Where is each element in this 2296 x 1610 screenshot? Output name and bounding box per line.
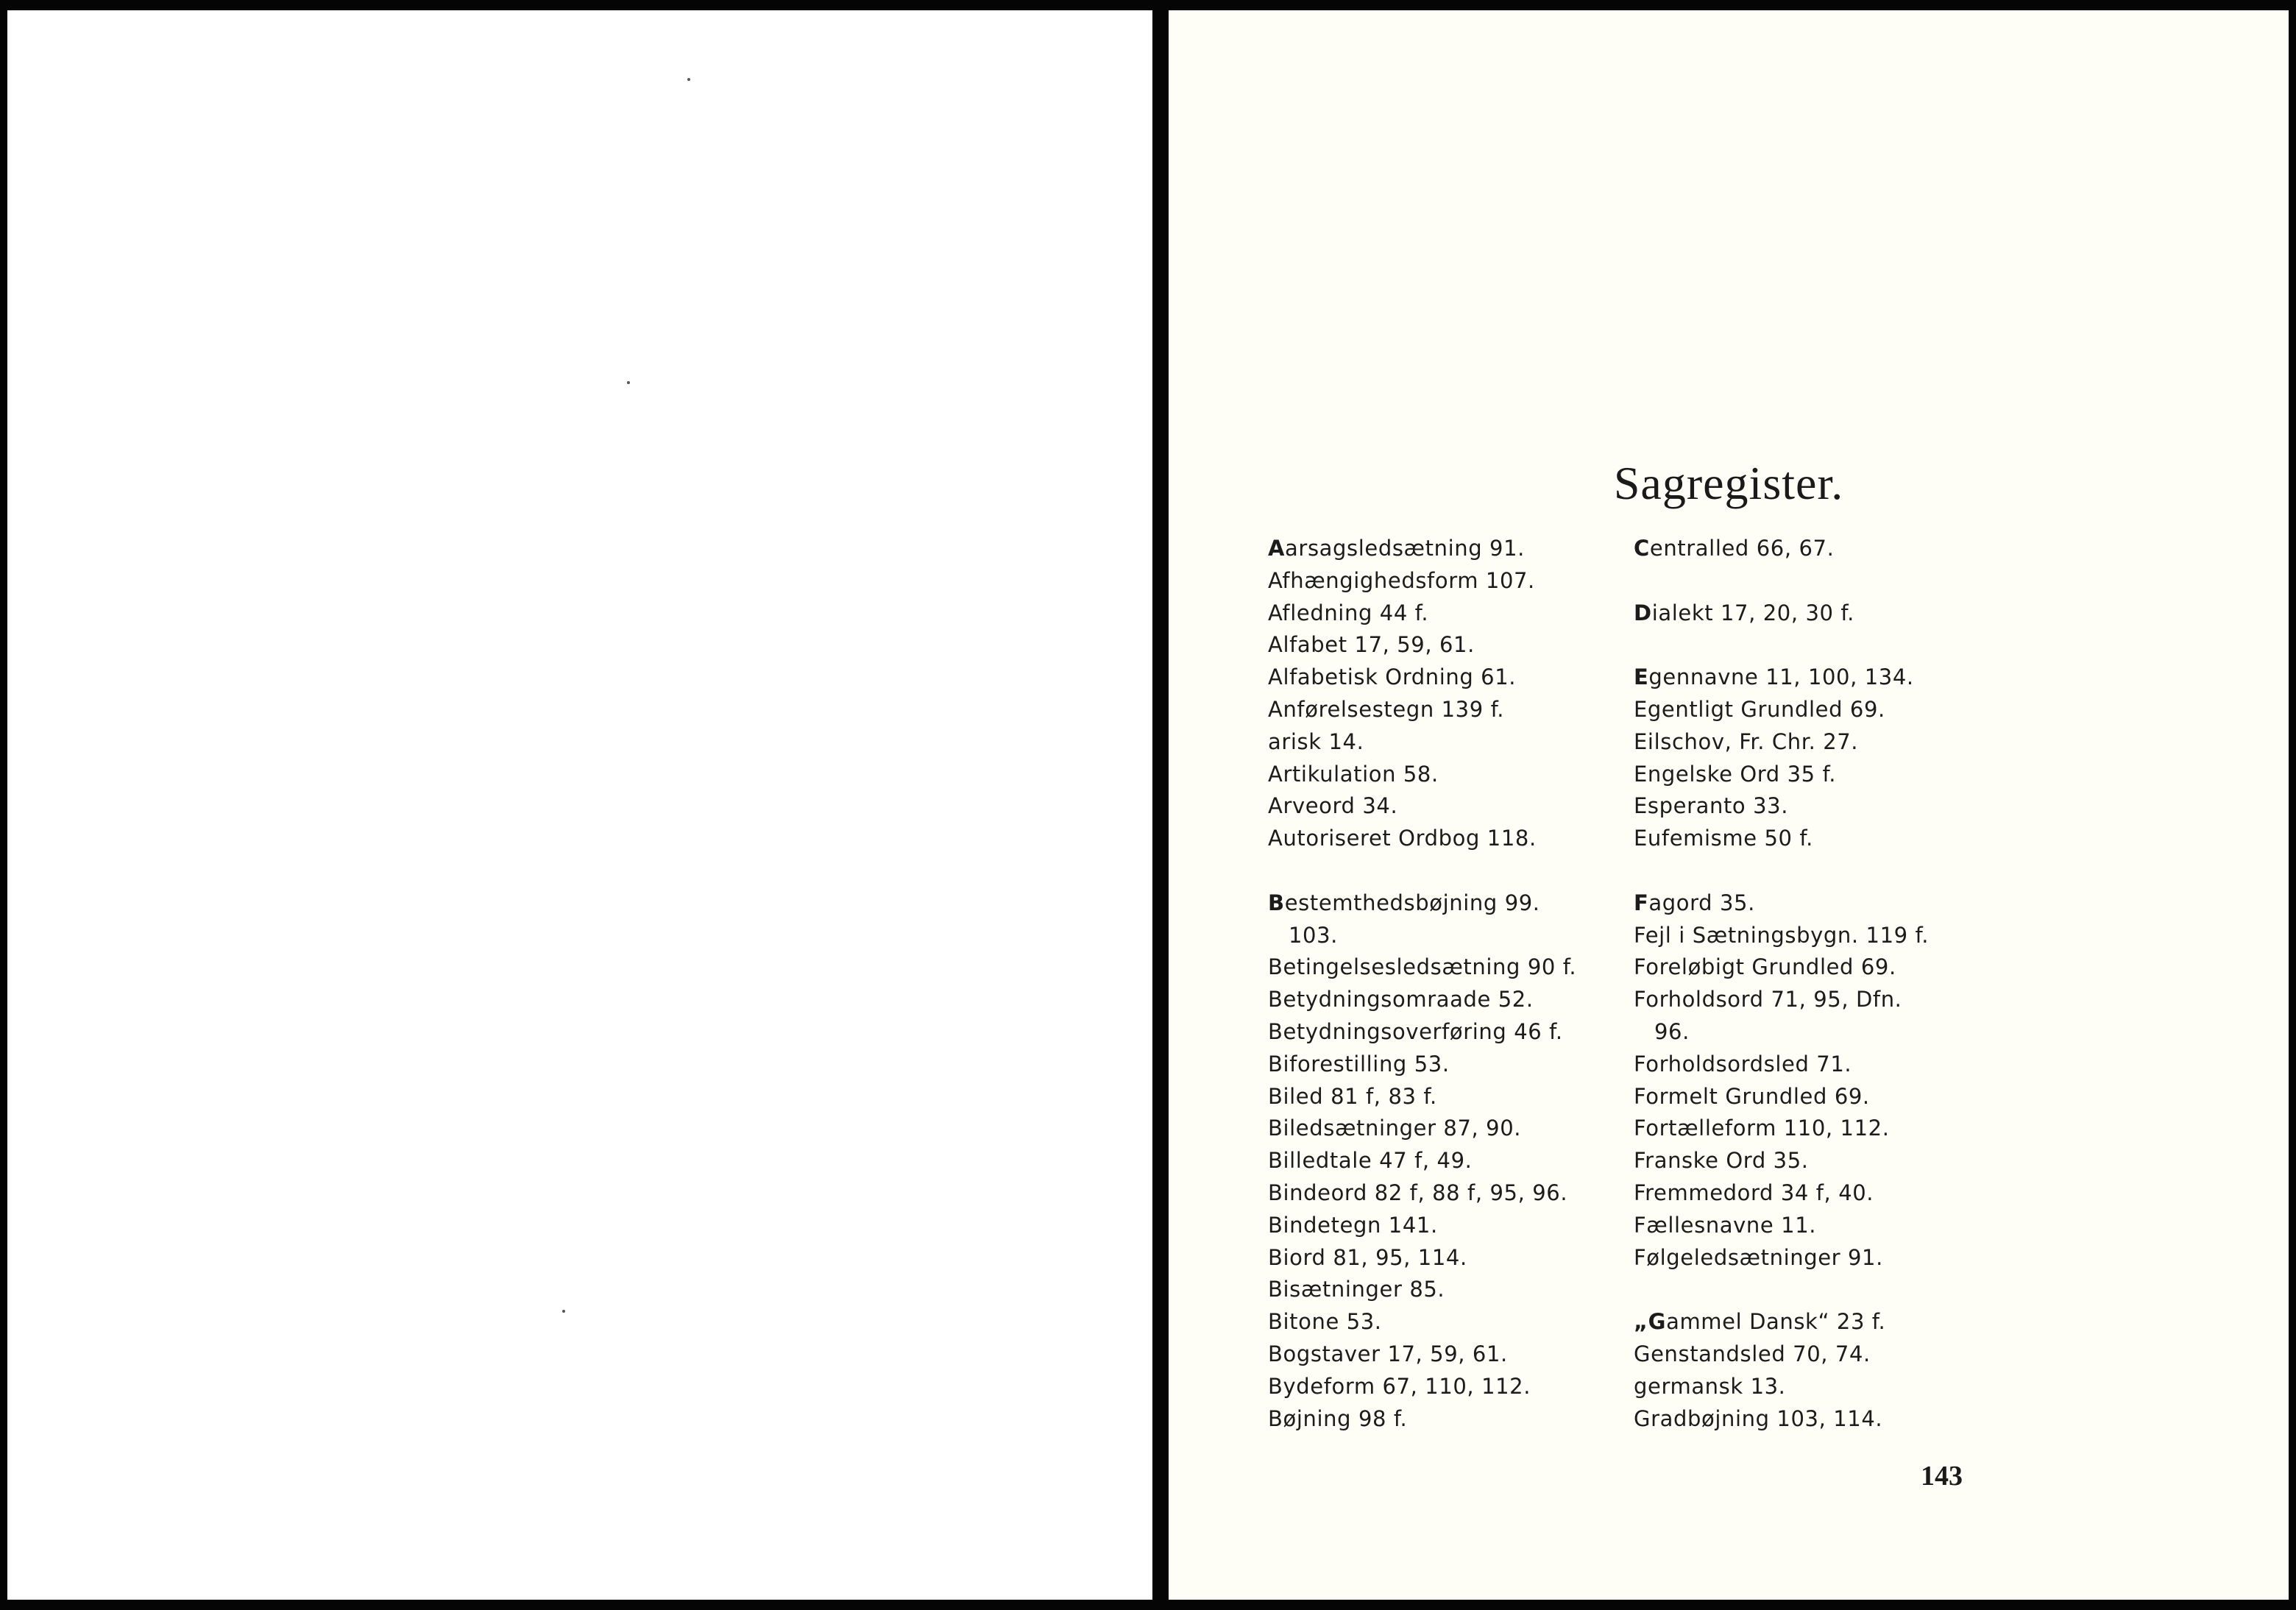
index-entry-text: Betingelsesledsætning 90 f. [1268, 954, 1577, 980]
index-entry-text: Gradbøjning 103, 114. [1634, 1405, 1883, 1431]
index-entry-text: Esperanto 33. [1634, 793, 1789, 819]
index-entry [1634, 1338, 2016, 1371]
index-entry-text: Fejl i Sætningsbygn. 119 f. [1634, 922, 1930, 948]
index-entry [1634, 1242, 2016, 1274]
index-entry [1634, 759, 2016, 791]
index-entry-text: Genstandsled 70, 74. [1634, 1341, 1871, 1366]
page-title: Sagregister. [1613, 457, 1844, 509]
index-entry [1268, 823, 1636, 855]
index-entry-text: Betydningsoverføring 46 f. [1268, 1018, 1563, 1044]
index-column-right [1634, 533, 2016, 1435]
index-entry-text: Engelske Ord 35 f. [1634, 761, 1837, 787]
index-letter-initial: B [1268, 890, 1285, 915]
index-entry [1634, 1049, 2016, 1081]
index-entry [1634, 1371, 2016, 1403]
index-entry-text: arsagsledsætning 91. [1285, 536, 1525, 561]
index-entry-text: Forholdsord 71, 95, Dfn. [1634, 987, 1902, 1013]
index-entry-text: Bydeform 67, 110, 112. [1268, 1373, 1531, 1399]
index-entry-text: arisk 14. [1268, 728, 1364, 754]
index-entry [1634, 533, 2016, 565]
index-entry [1634, 951, 2016, 984]
index-entry-text: Biledsætninger 87, 90. [1268, 1116, 1522, 1141]
index-entry [1268, 662, 1636, 694]
index-entry [1268, 1274, 1636, 1306]
index-entry [1268, 951, 1636, 984]
index-entry [1268, 1016, 1636, 1049]
index-entry [1268, 1177, 1636, 1210]
index-entry-text: Bøjning 98 f. [1268, 1405, 1408, 1431]
index-entry [1268, 533, 1636, 565]
index-entry [1268, 597, 1636, 630]
index-letter-initial: C [1634, 536, 1650, 561]
index-entry-text: Alfabetisk Ordning 61. [1268, 664, 1517, 690]
index-entry-text: Fællesnavne 11. [1634, 1212, 1817, 1238]
index-entry [1268, 1371, 1636, 1403]
index-letter-initial: F [1634, 890, 1649, 915]
index-entry [1268, 920, 1636, 952]
index-entry [1634, 1306, 2016, 1338]
index-group-spacer [1634, 565, 2016, 597]
index-entry-text: Formelt Grundled 69. [1634, 1083, 1870, 1109]
index-entry [1268, 1242, 1636, 1274]
index-entry-text: Foreløbigt Grundled 69. [1634, 954, 1896, 980]
blank-left-page [7, 10, 1152, 1600]
index-entry [1268, 1338, 1636, 1371]
index-entry [1634, 662, 2016, 694]
index-entry [1634, 1145, 2016, 1177]
index-letter-initial: „G [1634, 1309, 1667, 1335]
index-entry [1268, 984, 1636, 1016]
index-entry-text: ammel Dansk“ 23 f. [1666, 1309, 1886, 1335]
index-entry [1268, 1049, 1636, 1081]
index-entry-text: germansk 13. [1634, 1373, 1786, 1399]
index-entry-text: Fremmedord 34 f, 40. [1634, 1180, 1874, 1205]
index-entry-text: ialekt 17, 20, 30 f. [1651, 600, 1854, 625]
index-entry [1634, 694, 2016, 726]
index-entry-text: 103. [1289, 922, 1338, 948]
index-entry [1268, 1145, 1636, 1177]
index-column-left [1268, 533, 1636, 1435]
index-entry [1634, 1403, 2016, 1436]
index-entry-text: Arveord 34. [1268, 793, 1398, 819]
index-entry [1634, 1113, 2016, 1145]
index-entry [1634, 597, 2016, 630]
index-entry-text: Anførelsestegn 139 f. [1268, 696, 1505, 722]
index-entry-text: Biled 81 f, 83 f. [1268, 1083, 1437, 1109]
page-number: 143 [1921, 1461, 1963, 1492]
index-entry-text: Alfabet 17, 59, 61. [1268, 632, 1475, 658]
index-entry-text: Betydningsomraade 52. [1268, 987, 1534, 1013]
index-entry [1268, 1081, 1636, 1113]
index-entry [1634, 887, 2016, 920]
index-entry [1268, 1306, 1636, 1338]
index-entry-text: Egentligt Grundled 69. [1634, 696, 1885, 722]
index-entry [1634, 1210, 2016, 1242]
index-entry-text: Franske Ord 35. [1634, 1148, 1809, 1174]
index-letter-initial: E [1634, 664, 1649, 690]
index-entry-text: Bitone 53. [1268, 1309, 1382, 1335]
index-group-spacer [1634, 1274, 2016, 1306]
index-entry-text: entralled 66, 67. [1649, 536, 1835, 561]
index-entry-text: Afledning 44 f. [1268, 600, 1429, 625]
index-entry-text: Autoriseret Ordbog 118. [1268, 826, 1537, 851]
index-entry [1634, 1016, 2016, 1049]
index-entry-text: Fortælleform 110, 112. [1634, 1116, 1890, 1141]
index-letter-initial: D [1634, 600, 1652, 625]
index-entry-text: Biforestilling 53. [1268, 1051, 1450, 1077]
index-entry [1268, 887, 1636, 920]
index-entry [1268, 1403, 1636, 1436]
index-entry-text: 96. [1654, 1018, 1690, 1044]
index-entry-text: estemthedsbøjning 99. [1284, 890, 1540, 915]
index-entry [1634, 790, 2016, 823]
index-letter-initial: A [1268, 536, 1286, 561]
index-entry [1634, 920, 2016, 952]
index-group-spacer [1634, 855, 2016, 887]
index-entry-text: Bindeord 82 f, 88 f, 95, 96. [1268, 1180, 1568, 1205]
index-entry-text: Artikulation 58. [1268, 761, 1439, 787]
index-entry-text: Bindetegn 141. [1268, 1212, 1438, 1238]
index-entry [1634, 984, 2016, 1016]
index-entry-text: Forholdsordsled 71. [1634, 1051, 1852, 1077]
dust-speck [627, 381, 630, 384]
index-group-spacer [1268, 855, 1636, 887]
dust-speck [562, 1310, 565, 1313]
index-entry [1268, 759, 1636, 791]
index-entry-text: Afhængighedsform 107. [1268, 567, 1535, 593]
index-entry-text: agord 35. [1648, 890, 1755, 915]
index-entry [1634, 823, 2016, 855]
index-entry [1634, 1081, 2016, 1113]
dust-speck [687, 78, 690, 81]
index-entry [1268, 726, 1636, 759]
index-entry-text: Følgeledsætninger 91. [1634, 1244, 1883, 1270]
index-entry [1268, 694, 1636, 726]
index-entry-text: Billedtale 47 f, 49. [1268, 1148, 1473, 1174]
index-entry-text: Biord 81, 95, 114. [1268, 1244, 1467, 1270]
index-entry [1634, 726, 2016, 759]
index-entry [1268, 629, 1636, 662]
index-group-spacer [1634, 629, 2016, 662]
index-page [1169, 10, 2289, 1600]
index-entry [1634, 1177, 2016, 1210]
index-entry-text: Bisætninger 85. [1268, 1277, 1445, 1302]
index-entry-text: Eufemisme 50 f. [1634, 826, 1813, 851]
index-entry [1268, 790, 1636, 823]
index-entry [1268, 1210, 1636, 1242]
index-entry [1268, 1113, 1636, 1145]
index-entry [1268, 565, 1636, 597]
index-entry-text: Eilschov, Fr. Chr. 27. [1634, 728, 1859, 754]
index-entry-text: Bogstaver 17, 59, 61. [1268, 1341, 1508, 1366]
index-entry-text: gennavne 11, 100, 134. [1648, 664, 1914, 690]
